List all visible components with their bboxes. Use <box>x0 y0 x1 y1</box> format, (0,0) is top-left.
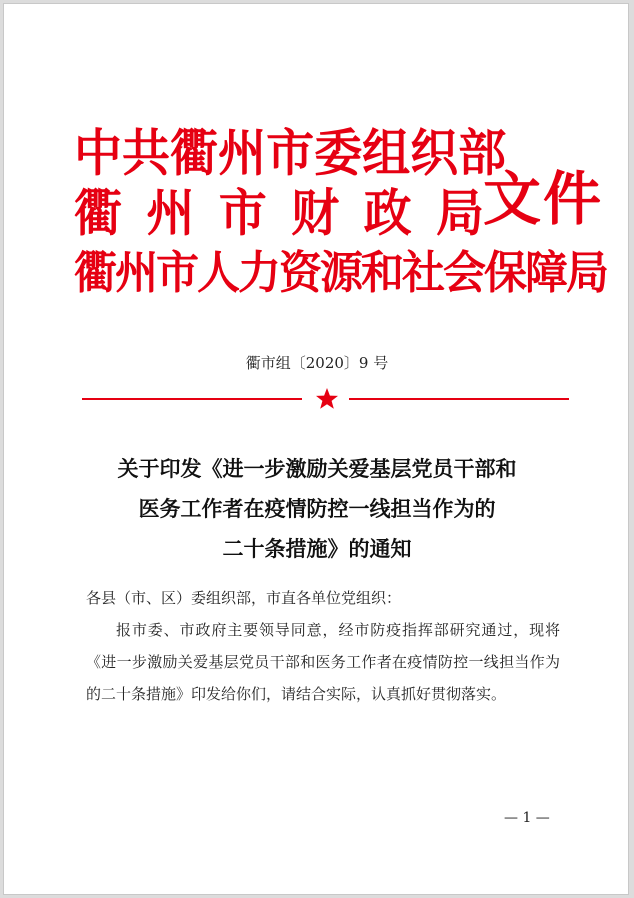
org-char: 源 <box>320 247 361 300</box>
red-star-icon <box>315 387 339 411</box>
document-number: 衢市组〔2020〕9 号 <box>245 354 389 372</box>
org-char: 部 <box>458 124 507 183</box>
org-char: 州 <box>146 184 195 243</box>
body-paragraph: 报市委、市政府主要领导同意，经市防疫指挥部研究通过，现将《进一步激励关爱基层党员干部和医务工作者在疫情防控一线担当作为的二十条措施》印发给你们，请结合实际，认真抓好贯彻落实。 <box>86 621 560 703</box>
org-char: 力 <box>238 247 279 300</box>
org-line-3 <box>74 242 607 305</box>
document-title <box>44 449 590 569</box>
org-char: 织 <box>410 124 459 183</box>
title-line-3: 二十条措施》的通知 <box>222 537 412 561</box>
org-line-1 <box>74 122 507 185</box>
org-char: 市 <box>156 247 197 300</box>
org-char: 衢 <box>74 247 115 300</box>
org-char: 会 <box>443 247 484 300</box>
org-char: 局 <box>566 247 607 300</box>
org-char: 中 <box>74 124 123 183</box>
org-char: 组 <box>362 124 411 183</box>
salutation: 各县（市、区）委组织部，市直各单位党组织： <box>86 589 402 607</box>
org-char: 州 <box>115 247 156 300</box>
org-char: 和 <box>361 247 402 300</box>
org-char: 共 <box>122 124 171 183</box>
red-divider-left <box>82 398 302 400</box>
org-char: 市 <box>266 124 315 183</box>
org-char: 委 <box>314 124 363 183</box>
org-char: 资 <box>279 247 320 300</box>
org-char: 市 <box>218 184 267 243</box>
org-char: 社 <box>402 247 443 300</box>
org-char: 人 <box>197 247 238 300</box>
red-divider-right <box>349 398 569 400</box>
org-char: 保 <box>484 247 525 300</box>
org-char: 衢 <box>170 124 219 183</box>
page-number: — 1 — <box>504 810 550 826</box>
document-body <box>86 582 560 710</box>
title-line-1: 关于印发《进一步激励关爱基层党员干部和 <box>117 457 517 481</box>
org-char: 州 <box>218 124 267 183</box>
org-char: 衢 <box>74 184 123 243</box>
org-char: 财 <box>291 184 340 243</box>
document-label: 文件 <box>483 165 604 233</box>
org-char: 障 <box>525 247 566 300</box>
org-char: 局 <box>435 184 484 243</box>
document-page <box>3 3 629 895</box>
title-line-2: 医务工作者在疫情防控一线担当作为的 <box>138 497 496 521</box>
org-line-2 <box>74 182 484 245</box>
org-char: 政 <box>363 184 412 243</box>
